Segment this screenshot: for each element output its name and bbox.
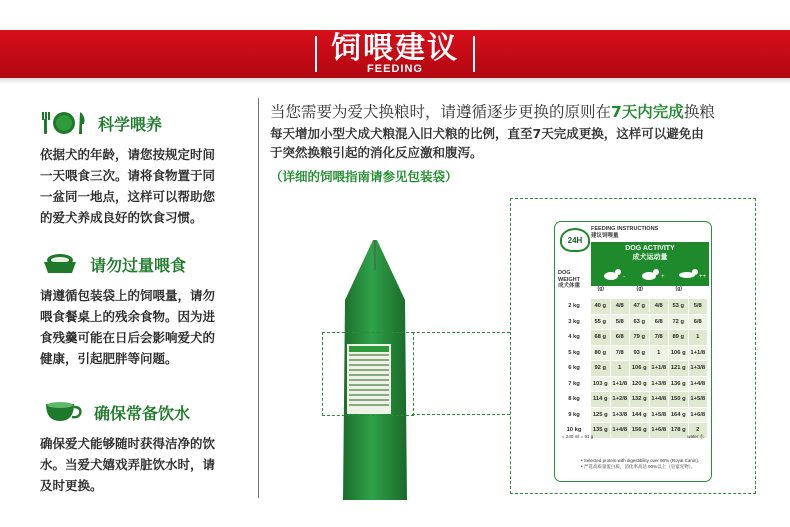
table-row [558, 408, 708, 424]
amount-cell: 1 [650, 346, 670, 361]
amount-cell: 1+2/8 [611, 392, 631, 407]
amount-cell: 72 g [669, 315, 689, 330]
amount-cell: 55 g [591, 315, 611, 330]
amount-cell: 106 g [630, 361, 650, 376]
amount-cell: 121 g [669, 361, 689, 376]
banner-shadow [0, 78, 790, 84]
weight-cell: 7 kg [558, 377, 591, 392]
section-no-overfeeding [40, 249, 245, 369]
amount-cell: 1+5/8 [650, 408, 670, 423]
unit-row [591, 286, 709, 297]
section-3-line: 及时更换。 [40, 478, 103, 493]
amount-cell: 1+3/8 [650, 377, 670, 392]
weight-cell: 4 kg [558, 330, 591, 345]
amount-cell: 103 g [591, 377, 611, 392]
amount-cell: 178 g [669, 423, 689, 438]
guide-line-bottom [412, 414, 510, 415]
amount-cell: 80 g [591, 346, 611, 361]
section-1-line: 的爱犬养成良好的饮食习惯。 [40, 210, 203, 225]
protein-note-en: • Selected protein with digestibility over 90% (Royal Canin). [581, 458, 700, 463]
table-row [558, 346, 708, 362]
section-2-line: 健康，引起肥胖等问题。 [40, 351, 178, 366]
dog-weight-label: DOG WEIGHT 成犬体重 [558, 270, 581, 289]
amount-cell: 1+3/8 [611, 408, 631, 423]
section-2-line: 请遵循包装袋上的饲喂量，请勿 [40, 288, 216, 303]
table-row [558, 361, 708, 377]
section-2-line: 喂食餐桌上的残余食物。因为进 [40, 309, 216, 324]
24h-badge: 24H [560, 228, 590, 252]
amount-cell: 89 g [669, 330, 689, 345]
section-1-line: 一天喂食三次。请将食物置于同 [40, 168, 216, 183]
unit-gram: (g) [597, 286, 604, 292]
intro-heading: 当您需要为爱犬换粮时，请遵循逐步更换的原则在7天内完成换粮 [270, 103, 715, 121]
title-right-bar [473, 36, 475, 72]
amount-cell: 92 g [591, 361, 611, 376]
amount-cell: 1+6/8 [650, 423, 670, 438]
amount-cell: 164 g [669, 408, 689, 423]
bag-label-highlight [322, 332, 414, 416]
intro-body: 每天增加小型犬成犬粮混入旧犬粮的比例，直至7天完成更换，这样可以避免由 于突然换粮引起的消化反应激和腹泻。 [270, 126, 704, 160]
unit-gram: (g) [636, 286, 643, 292]
section-1-line: 依据犬的年龄，请您按规定时间 [40, 147, 216, 162]
section-3-line: 确保爱犬能够随时获得洁净的饮 [40, 436, 216, 451]
amount-cell: 150 g [669, 392, 689, 407]
section-water [40, 397, 245, 496]
amount-cell: 6/8 [650, 315, 670, 330]
weight-cell: 2 kg [558, 299, 591, 314]
dog-activity-header: DOG ACTIVITY 成犬运动量 [591, 242, 709, 264]
title-left-bar [315, 36, 317, 72]
amount-cell: 144 g [630, 408, 650, 423]
cup-icon [650, 286, 670, 297]
amount-cell: 6/8 [611, 330, 631, 345]
amount-cell: 5/8 [611, 315, 631, 330]
section-1-line: 一盆同一地点，这样可以帮助您 [40, 189, 216, 204]
dog-activity-icons [591, 264, 709, 286]
amount-cell: 2 [689, 423, 709, 438]
amount-cell: 53 g [669, 299, 689, 314]
amount-cell: 114 g [591, 392, 611, 407]
amount-cell: 1+5/8 [689, 392, 709, 407]
amount-cell: 136 g [669, 377, 689, 392]
amount-cell: 1+4/8 [689, 377, 709, 392]
amount-cell: 79 g [630, 330, 650, 345]
vertical-divider [258, 98, 259, 498]
unit-gram: (g) [675, 286, 682, 292]
table-row [558, 392, 708, 408]
amount-cell: 1+6/8 [689, 408, 709, 423]
table-row [558, 315, 708, 331]
section-2-line: 食残羹可能在日后会影响爱犬的 [40, 330, 216, 345]
amount-cell: 120 g [630, 377, 650, 392]
amount-cell: 6/8 [689, 315, 709, 330]
amount-cell: 1+1/8 [650, 361, 670, 376]
banner-title [0, 30, 790, 78]
weight-cell: 8 kg [558, 392, 591, 407]
section-title-scientific-feeding: 科学喂养 [98, 114, 163, 134]
table-row [558, 377, 708, 393]
amount-cell: 68 g [591, 330, 611, 345]
amount-cell: 63 g [630, 315, 650, 330]
amount-cell: 4/8 [611, 299, 631, 314]
cup-conversion: = 240 ml = 91 g [562, 434, 594, 439]
weight-cell: 3 kg [558, 315, 591, 330]
amount-cell: 156 g [630, 423, 650, 438]
svg-text:-: - [623, 274, 625, 280]
amount-cell: 1+4/8 [611, 423, 631, 438]
section-3-line: 水。当爱犬嬉戏弄脏饮水时，请 [40, 457, 216, 472]
feeding-instructions-card [554, 221, 712, 482]
weight-cell: 5 kg [558, 346, 591, 361]
protein-note-cn: • 严选高质量蛋白质，消化率高达 90%以上（皇家宠物）。 [581, 464, 696, 469]
intro-highlight: 7天内完成 [611, 103, 684, 121]
amount-cell: 47 g [630, 299, 650, 314]
amount-cell: 135 g [591, 423, 611, 438]
water-bowl-icon [40, 399, 84, 425]
amount-cell: 125 g [591, 408, 611, 423]
weight-cell: 10 kg [558, 423, 591, 438]
amount-cell: 1 [611, 361, 631, 376]
intro-note: （详细的饲喂指南请参见包装袋） [270, 169, 458, 184]
card-heading-cn: 建议饲喂量 [591, 233, 619, 239]
amount-cell: 132 g [630, 392, 650, 407]
card-heading-en: FEEDING INSTRUCTIONS [591, 226, 659, 232]
banner-title-cn: 饲喂建议 [331, 31, 459, 66]
weight-cell: 6 kg [558, 361, 591, 376]
amount-cell: 40 g [591, 299, 611, 314]
table-row [558, 330, 708, 346]
water-label: water 水 [687, 434, 704, 439]
amount-cell: 1+4/8 [650, 392, 670, 407]
amount-cell: 7/8 [611, 346, 631, 361]
amount-cell: 4/8 [650, 299, 670, 314]
cup-icon [689, 286, 709, 297]
section-title-water: 确保常备饮水 [94, 403, 191, 423]
guide-line-top [412, 332, 510, 333]
svg-text:++: ++ [699, 274, 707, 280]
cup-icon [611, 286, 631, 297]
banner-title-en: FEEDING [367, 63, 423, 75]
amount-cell: 5/8 [689, 299, 709, 314]
svg-text:+: + [661, 274, 665, 280]
amount-cell: 1+1/8 [611, 377, 631, 392]
amount-cell: 1 [689, 330, 709, 345]
amount-cell: 106 g [669, 346, 689, 361]
amount-cell: 93 g [630, 346, 650, 361]
amount-cell: 1+1/8 [689, 346, 709, 361]
section-scientific-feeding [40, 108, 245, 228]
plate-cutlery-icon [40, 110, 88, 136]
amount-cell: 1+3/8 [689, 361, 709, 376]
food-bowl-icon [40, 251, 80, 277]
feeding-table [558, 299, 708, 439]
weight-cell: 9 kg [558, 408, 591, 423]
table-row [558, 299, 708, 315]
amount-cell: 7/8 [650, 330, 670, 345]
section-title-no-overfeeding: 请勿过量喂食 [90, 255, 187, 275]
